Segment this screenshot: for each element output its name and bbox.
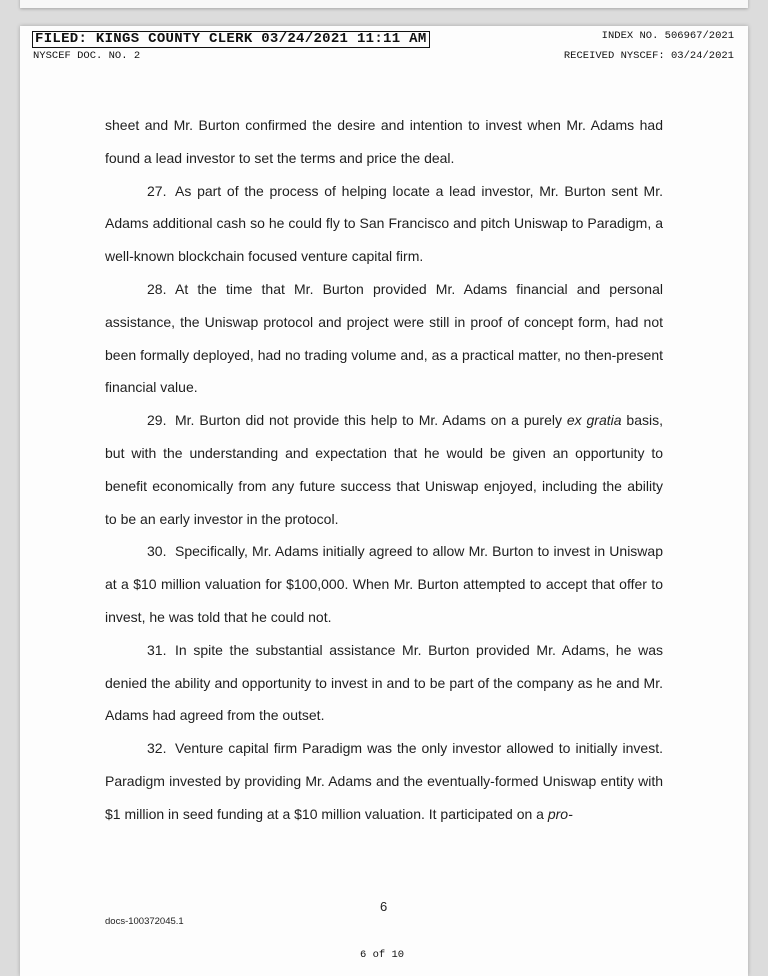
- nyscef-doc-number: NYSCEF DOC. NO. 2: [33, 50, 141, 62]
- paragraph-number: 31.: [147, 641, 167, 658]
- paragraph-text: At the time that Mr. Burton provided Mr. Adams financial and personal assistance, the Uniswap protocol and project were still in proof of concept form, had not been formally deployed, had no trading volume and, as a practical matter, no then-present financial value.: [105, 280, 663, 396]
- previous-page-edge: [20, 0, 748, 8]
- paragraph-italic-text: ex gratia: [566, 412, 622, 429]
- filed-stamp: FILED: KINGS COUNTY CLERK 03/24/2021 11:11 AM: [32, 31, 430, 48]
- paragraph-31: [105, 634, 663, 732]
- document-page: [20, 26, 748, 976]
- received-date: RECEIVED NYSCEF: 03/24/2021: [563, 50, 734, 62]
- document-id: docs-100372045.1: [105, 916, 184, 927]
- paragraph-text: As part of the process of helping locate a lead investor, Mr. Burton sent Mr. Adams additional cash so he could fly to San Francisco and pitch Uniswap to Paradigm, a well-known blockchain focused venture capital firm.: [105, 182, 663, 265]
- paragraph-28: [105, 273, 663, 404]
- paragraph-29: [105, 404, 663, 535]
- paragraph-number: 30.: [147, 543, 167, 560]
- paragraph-32: [105, 732, 663, 830]
- page-number: 6: [380, 899, 388, 914]
- paragraph-number: 28.: [147, 280, 167, 297]
- paragraph-number: 32.: [147, 740, 167, 757]
- paragraph-text: In spite the substantial assistance Mr. Burton provided Mr. Adams, he was denied the ability and opportunity to invest in and to be part of the company as he and Mr. Adams had agreed from the outset.: [105, 641, 663, 724]
- paragraph-continuation: sheet and Mr. Burton confirmed the desire and intention to invest when Mr. Adams had found a lead investor to set the terms and price the deal.: [105, 117, 663, 166]
- paragraph-text-end: basis, but with the understanding and expectation that he would be given an opportunity to benefit economically from any future success that Uniswap enjoyed, including the ability to be an early investor in the protocol.: [105, 412, 663, 527]
- paragraph-27: [105, 175, 663, 273]
- paragraph-text: Specifically, Mr. Adams initially agreed to allow Mr. Burton to invest in Uniswap at a $10 million valuation for $100,000. When Mr. Burton attempted to accept that offer to invest, he was told that he could not.: [105, 543, 663, 625]
- paragraph-number: 29.: [147, 412, 167, 429]
- page-of-total: 6 of 10: [360, 949, 405, 961]
- paragraph-text: Mr. Burton did not provide this help to Mr. Adams on a purely: [175, 412, 567, 429]
- body-text: [105, 109, 663, 831]
- paragraph-text: Venture capital firm Paradigm was the only investor allowed to initially invest. Paradigm invested by providing Mr. Adams and the eventually-formed Uniswap entity with $1 million in seed funding at a $10 million valuation. It participated on a: [105, 740, 663, 822]
- index-number: INDEX NO. 506967/2021: [601, 30, 734, 42]
- paragraph-30: [105, 535, 663, 633]
- paragraph-italic-text: pro-: [547, 805, 573, 822]
- paragraph-number: 27.: [147, 182, 167, 199]
